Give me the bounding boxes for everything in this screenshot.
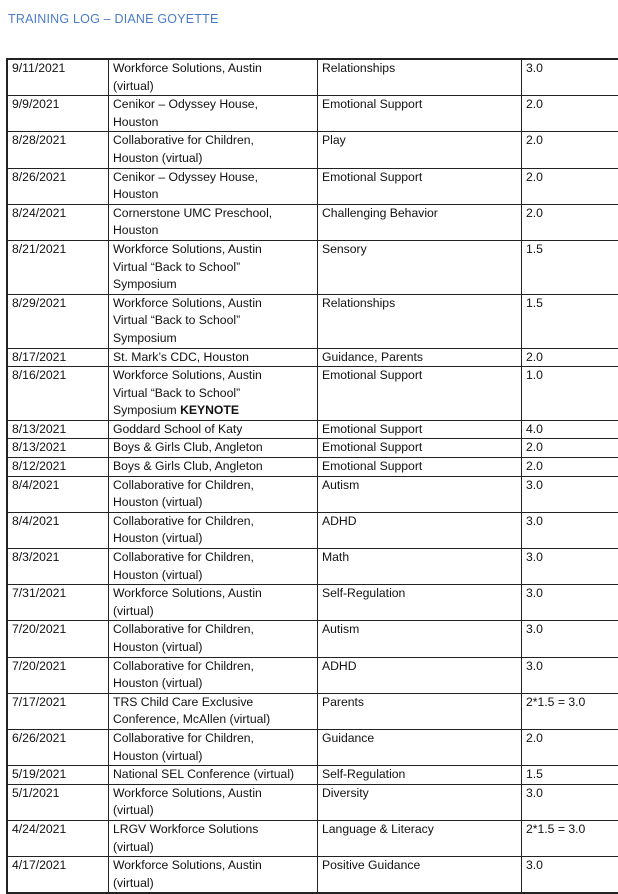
table-row [7, 294, 618, 348]
location-line: Cornerstone UMC Preschool, [113, 205, 313, 223]
date-cell: 7/31/2021 [7, 585, 109, 621]
location-line: Symposium [113, 330, 313, 348]
location-line: Goddard School of Katy [113, 421, 313, 439]
hours-cell: 1.0 [522, 367, 618, 421]
topic-cell: Autism [318, 621, 522, 657]
hours-cell: 1.5 [522, 294, 618, 348]
topic-cell: Language & Literacy [318, 820, 522, 856]
hours-cell: 2.0 [522, 132, 618, 168]
table-row [7, 766, 618, 785]
location-line: Houston [113, 222, 313, 240]
table-row [7, 820, 618, 856]
location-line: Houston (virtual) [113, 748, 313, 766]
table-row [7, 621, 618, 657]
topic-cell: Emotional Support [318, 439, 522, 458]
topic-cell: Parents [318, 693, 522, 729]
location-cell [109, 476, 318, 512]
topic-cell: ADHD [318, 512, 522, 548]
hours-cell: 2.0 [522, 348, 618, 367]
location-line: Houston [113, 114, 313, 132]
location-line: Houston (virtual) [113, 675, 313, 693]
location-line: Houston [113, 186, 313, 204]
hours-cell: 3.0 [522, 512, 618, 548]
topic-cell: Self-Regulation [318, 766, 522, 785]
table-row [7, 59, 618, 96]
location-line: (virtual) [113, 78, 313, 96]
location-cell [109, 294, 318, 348]
topic-cell: Relationships [318, 294, 522, 348]
location-line: Collaborative for Children, [113, 549, 313, 567]
hours-cell: 2*1.5 = 3.0 [522, 693, 618, 729]
table-row [7, 857, 618, 894]
hours-cell: 3.0 [522, 857, 618, 894]
topic-cell: Relationships [318, 59, 522, 96]
topic-cell: Sensory [318, 240, 522, 294]
table-row [7, 693, 618, 729]
location-line: (virtual) [113, 802, 313, 820]
hours-cell: 3.0 [522, 549, 618, 585]
date-cell: 8/12/2021 [7, 458, 109, 477]
hours-cell: 2.0 [522, 729, 618, 765]
topic-cell: ADHD [318, 657, 522, 693]
location-cell [109, 585, 318, 621]
location-cell [109, 820, 318, 856]
topic-cell: Emotional Support [318, 96, 522, 132]
location-line: Workforce Solutions, Austin [113, 367, 313, 385]
location-line: (virtual) [113, 875, 313, 893]
topic-cell: Self-Regulation [318, 585, 522, 621]
table-row [7, 420, 618, 439]
location-line: Symposium KEYNOTE [113, 402, 313, 420]
topic-cell: Positive Guidance [318, 857, 522, 894]
location-cell [109, 693, 318, 729]
topic-cell: Emotional Support [318, 420, 522, 439]
table-row [7, 204, 618, 240]
location-line: Symposium [113, 276, 313, 294]
location-cell [109, 657, 318, 693]
table-row [7, 439, 618, 458]
location-line: Collaborative for Children, [113, 513, 313, 531]
hours-cell: 3.0 [522, 657, 618, 693]
location-line: Virtual “Back to School” [113, 385, 313, 403]
date-cell: 5/1/2021 [7, 784, 109, 820]
location-line: Virtual “Back to School” [113, 259, 313, 277]
table-row [7, 585, 618, 621]
training-log-table [6, 58, 618, 894]
date-cell: 8/16/2021 [7, 367, 109, 421]
location-line: Cenikor – Odyssey House, [113, 96, 313, 114]
location-cell [109, 132, 318, 168]
date-cell: 8/28/2021 [7, 132, 109, 168]
date-cell: 8/4/2021 [7, 476, 109, 512]
table-row [7, 729, 618, 765]
location-line: Houston (virtual) [113, 567, 313, 585]
date-cell: 8/17/2021 [7, 348, 109, 367]
location-line: Houston (virtual) [113, 150, 313, 168]
location-line: Collaborative for Children, [113, 621, 313, 639]
location-cell [109, 204, 318, 240]
document-title: TRAINING LOG – DIANE GOYETTE [8, 12, 219, 26]
location-cell [109, 766, 318, 785]
location-line: Collaborative for Children, [113, 730, 313, 748]
table-row [7, 348, 618, 367]
hours-cell: 2.0 [522, 458, 618, 477]
location-cell [109, 96, 318, 132]
location-line: Workforce Solutions, Austin [113, 241, 313, 259]
location-line: Workforce Solutions, Austin [113, 585, 313, 603]
location-cell [109, 857, 318, 894]
location-line: Workforce Solutions, Austin [113, 295, 313, 313]
location-line: Boys & Girls Club, Angleton [113, 458, 313, 476]
hours-cell: 3.0 [522, 585, 618, 621]
hours-cell: 3.0 [522, 784, 618, 820]
date-cell: 8/13/2021 [7, 420, 109, 439]
hours-cell: 3.0 [522, 476, 618, 512]
hours-cell: 1.5 [522, 766, 618, 785]
date-cell: 8/26/2021 [7, 168, 109, 204]
location-line: Houston (virtual) [113, 639, 313, 657]
table-row [7, 657, 618, 693]
table-row [7, 476, 618, 512]
location-cell [109, 621, 318, 657]
location-line: Houston (virtual) [113, 494, 313, 512]
date-cell: 4/17/2021 [7, 857, 109, 894]
table-row [7, 549, 618, 585]
table-row [7, 96, 618, 132]
location-line: Workforce Solutions, Austin [113, 857, 313, 875]
location-cell [109, 784, 318, 820]
topic-cell: Guidance [318, 729, 522, 765]
location-cell [109, 439, 318, 458]
location-line: Collaborative for Children, [113, 132, 313, 150]
location-cell [109, 458, 318, 477]
location-line: Workforce Solutions, Austin [113, 60, 313, 78]
date-cell: 8/4/2021 [7, 512, 109, 548]
location-line: St. Mark’s CDC, Houston [113, 349, 313, 367]
location-line: (virtual) [113, 839, 313, 857]
table-row [7, 512, 618, 548]
location-line: Boys & Girls Club, Angleton [113, 439, 313, 457]
date-cell: 9/9/2021 [7, 96, 109, 132]
table-row [7, 367, 618, 421]
topic-cell: Diversity [318, 784, 522, 820]
location-cell [109, 729, 318, 765]
table-row [7, 168, 618, 204]
date-cell: 7/20/2021 [7, 621, 109, 657]
date-cell: 8/13/2021 [7, 439, 109, 458]
table-row [7, 458, 618, 477]
hours-cell: 2.0 [522, 439, 618, 458]
hours-cell: 3.0 [522, 621, 618, 657]
location-line: LRGV Workforce Solutions [113, 821, 313, 839]
date-cell: 8/29/2021 [7, 294, 109, 348]
date-cell: 4/24/2021 [7, 820, 109, 856]
hours-cell: 3.0 [522, 59, 618, 96]
training-log-body [7, 59, 618, 893]
table-row [7, 132, 618, 168]
date-cell: 5/19/2021 [7, 766, 109, 785]
hours-cell: 2.0 [522, 168, 618, 204]
location-cell [109, 367, 318, 421]
date-cell: 6/26/2021 [7, 729, 109, 765]
table-row [7, 784, 618, 820]
location-cell [109, 240, 318, 294]
location-cell [109, 420, 318, 439]
location-cell [109, 59, 318, 96]
location-line: Collaborative for Children, [113, 477, 313, 495]
hours-cell: 2.0 [522, 96, 618, 132]
table-row [7, 240, 618, 294]
location-line: Workforce Solutions, Austin [113, 785, 313, 803]
date-cell: 7/20/2021 [7, 657, 109, 693]
topic-cell: Emotional Support [318, 367, 522, 421]
topic-cell: Autism [318, 476, 522, 512]
location-line: Houston (virtual) [113, 530, 313, 548]
date-cell: 8/24/2021 [7, 204, 109, 240]
hours-cell: 2*1.5 = 3.0 [522, 820, 618, 856]
location-line: Virtual “Back to School” [113, 312, 313, 330]
location-line: National SEL Conference (virtual) [113, 766, 313, 784]
topic-cell: Emotional Support [318, 458, 522, 477]
hours-cell: 1.5 [522, 240, 618, 294]
topic-cell: Emotional Support [318, 168, 522, 204]
hours-cell: 4.0 [522, 420, 618, 439]
location-cell [109, 348, 318, 367]
location-line: TRS Child Care Exclusive [113, 694, 313, 712]
date-cell: 8/3/2021 [7, 549, 109, 585]
location-line: Collaborative for Children, [113, 658, 313, 676]
topic-cell: Challenging Behavior [318, 204, 522, 240]
date-cell: 7/17/2021 [7, 693, 109, 729]
keynote-label: KEYNOTE [180, 403, 239, 417]
location-line: Cenikor – Odyssey House, [113, 169, 313, 187]
location-line: (virtual) [113, 603, 313, 621]
location-cell [109, 168, 318, 204]
topic-cell: Math [318, 549, 522, 585]
topic-cell: Guidance, Parents [318, 348, 522, 367]
location-cell [109, 512, 318, 548]
date-cell: 9/11/2021 [7, 59, 109, 96]
hours-cell: 2.0 [522, 204, 618, 240]
topic-cell: Play [318, 132, 522, 168]
location-cell [109, 549, 318, 585]
date-cell: 8/21/2021 [7, 240, 109, 294]
location-line: Conference, McAllen (virtual) [113, 711, 313, 729]
